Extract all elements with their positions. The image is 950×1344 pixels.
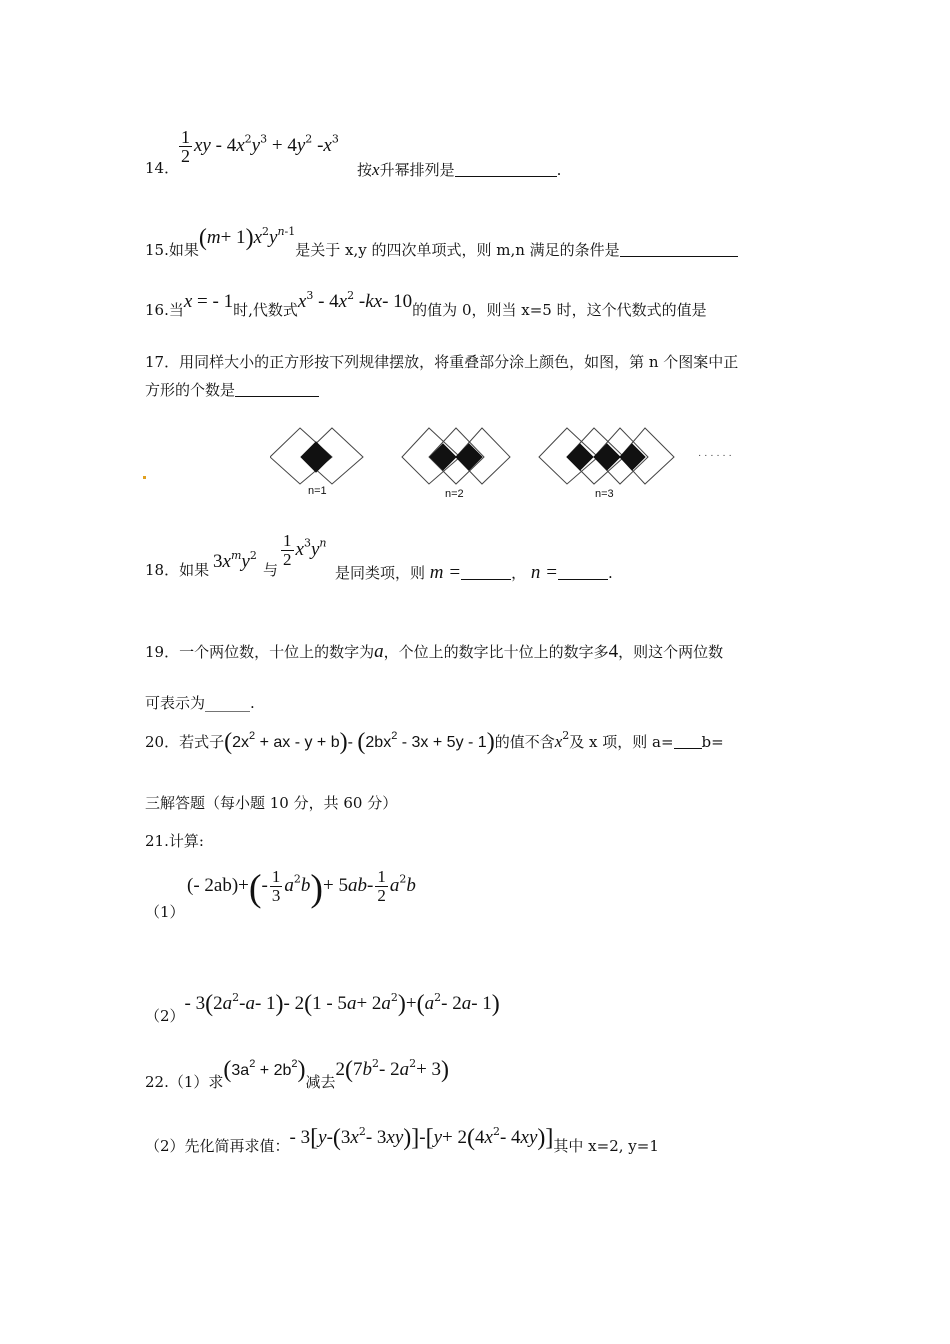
q20-expression: ($2x^2$ + ax - y + b)- $(2bx^2 - 3x + 5y - 1)$ [224,729,495,755]
q22-part1-expr2: $2(7b^2-$ $2a^2+ 3$) [335,1057,450,1083]
q21-part2-expression: - $3(2a^2-a-$ 1)- $2(1 - 5a+ 2a^2)+(a^2-$ 2a- 1) [184,991,500,1017]
q18-term2: $\frac{1}{2}$ $x^3y^n$ [283,531,327,569]
question-16 [145,289,707,319]
q17-line1: 17．用同样大小的正方形按下列规律摆放，将重叠部分涂上颜色，如图，第 n 个图案中正 [145,353,739,371]
q16-expression: $x^3 - 4x^2$ -kx- 10 [297,289,413,312]
q22-part1-mid: 减去 [305,1073,336,1091]
q14-answer-blank[interactable] [455,162,557,177]
q21-part1-label: （1） [145,903,185,921]
question-19-line2: 可表示为______. [145,694,255,712]
q16-condition: x = - 1 [183,291,234,312]
q22-part2-expression: - $3[y-(3x^2-$ $3xy)]-[y+ 2(4x^2-$ 4xy)] [289,1125,554,1151]
section-heading: 三解答题（每小题 10 分，共 60 分） [145,794,398,812]
q15-number: 15.如果 [145,241,199,259]
q14-expression: $\frac{1}{2}$ xy - $4x^2y^3 + 4y^2$ $-x^3$ [181,127,339,166]
q16-number: 16.当 [145,301,184,319]
q22-part2 [145,1125,659,1155]
pattern-label-n3: n=3 [595,488,614,500]
q22-part2-post: 其中 x=2, y=1 [553,1137,659,1155]
q20-text: 的值不含 [494,733,555,751]
q20-mid: 及 x 项，则 a= [569,733,674,751]
q18-m-blank[interactable] [461,565,511,580]
q16-text: 的值为 0，则当 x=5 时，这个代数式的值是 [412,301,707,319]
q22-part1-pre: 22.（1）求 [145,1073,224,1091]
q22-part1 [145,1057,450,1091]
q22-part1-expr1: $(3a^2 + 2b^2)$ [223,1057,306,1083]
question-19-line1: 19．一个两位数，十位上的数字为a，个位上的数字比十位上的数字多4，则这个两位数 [145,641,724,662]
q17-answer-blank[interactable] [235,382,319,397]
q18-with: 与 [263,561,279,579]
q18-term1: $3x^my^2$ [213,549,257,572]
q15-answer-blank[interactable] [620,242,738,257]
q17-line2: 方形的个数是 [145,382,319,398]
pattern-label-n1: n=1 [308,485,327,497]
question-15 [145,225,738,259]
q16-mid: 时,代数式 [233,301,298,319]
pattern-ellipsis: · · · · · · [698,450,732,461]
question-20: 20．若式子($2x^2$ + ax - y + b)- $(2bx^2 - 3x + 5y - 1)$的值不含$x^2$及 x 项，则 a= b= [145,729,724,755]
q21-part2 [145,991,500,1025]
q21-title: 21.计算: [145,832,204,850]
pattern1-overlap [301,442,331,472]
q18-number: 18．如果 [145,561,210,579]
pattern-label-n2: n=2 [445,488,464,500]
stray-mark [143,476,146,479]
q18-n-blank[interactable] [558,565,608,580]
q20-b: b= [701,733,724,751]
q20-number: 20．若式子 [145,733,225,751]
q15-text: 是关于 x,y 的四次单项式，则 m,n 满足的条件是 [295,241,620,259]
q21-part1-expression: (- 2ab)+(- $\frac{1}{3}$ $a^2b)+ 5ab-$ $\frac{1}{2}$ $a^2b$ [187,867,416,910]
q14-text: 按x升幂排列是 . [357,160,562,179]
q20-a-blank[interactable] [674,734,702,749]
q21-part2-label: （2） [145,1007,185,1025]
q14-number: 14． [145,159,180,177]
q22-part2-pre: （2）先化简再求值： [145,1137,290,1155]
q17-pattern-figure [270,420,770,505]
q18-text: 是同类项，则 m = ， n = . [335,562,613,583]
q15-expression: $(m+ 1)x^2y^{n-1}$ [198,225,296,251]
